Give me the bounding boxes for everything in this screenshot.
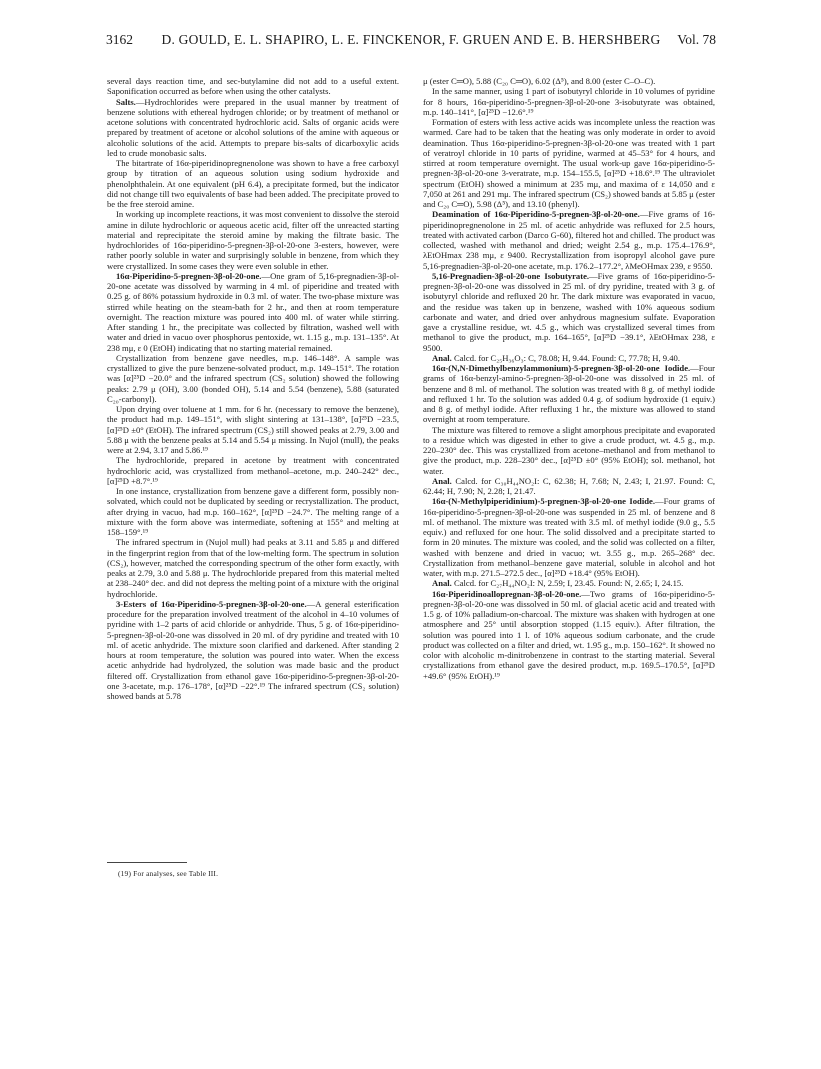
paragraph-text: —Hydrochlorides were prepared in the usual manner by treatment of benzene solutions with ethereal hydrogen chloride; or by treatment of methanol or acetone solutions with concentrated hydrochloric acid. Salts of organic acids were prepared by treatment of acetone or alcohol solutions of the amine with aqueous or alcoholic solutions of the acid. Attempts to prepare bis-salts of dicarboxylic acids led to crude monobasic salts.: [107, 96, 399, 158]
paragraph-text: —One gram of 5,16-pregnadien-3β-ol-20-one acetate was dissolved by warming in 4 ml. of piperidine and treated with 0.25 g. of 86% potassium hydroxide in 0.3 ml. of water. The two-phase mixture was stirred while heating on the steam-bath for 2 hr., and then at room temperature overnight. The reaction mixture was poured into 400 ml. of water while stirring. After standing 1 hr., the precipitate was collected by filtration, washed well with water and dried in vacuo over phosphorus pentoxide, wt. 1.15 g., m.p. 131–135°. At 238 mμ, ε 0 (EtOH) indicating that no starting material remained.: [107, 270, 399, 353]
paragraph: [107, 209, 399, 271]
paragraph-text: In one instance, crystallization from benzene gave a different form, possibly non-solvated, which could not be duplicated by seeding or recrystallization. The product, after drying in vacuo, had m.p. 160–162°, [α]²⁵D −24.7°. The melting range of a mixture with the form above was intermediate, softening at 155° and melting at 158–159°.¹⁹: [107, 486, 399, 537]
paragraph: [107, 537, 399, 599]
paragraph: [423, 425, 715, 476]
paragraph: [107, 455, 399, 486]
paragraph-text: In working up incomplete reactions, it was most convenient to dissolve the steroid amine in dilute hydrochloric or aqueous acetic acid, filter off the unreacted starting material and reprecipitate the steroid amine by making the filtrate basic. The hydrochlorides of 16α-piperidino-5-pregnen-3β-ol-20-one 3-esters, however, were rather poorly soluble in water and surprisingly soluble in benzene, from which they were crystallized. In some cases they were even soluble in ether.: [107, 209, 399, 271]
section-heading: Anal.: [432, 352, 452, 363]
paragraph-text: several days reaction time, and sec-butylamine did not add to a useful extent. Saponification occurred as before when using the other catalysts.: [107, 76, 399, 97]
paragraph-text: —Four grams of 16α-piperidino-5-pregnen-3β-ol-20-one was suspended in 25 ml. of benzene and 8 ml. of methanol. The mixture was treated with 3.5 ml. of methyl iodide (9.0 g., 5.5 equiv.) and refluxed for one hour. The solid dissolved and a precipitate started to form in 20 minutes. The mixture was cooled, and the solid was collected on a filter, washed with benzene and dried in vacuo; wt. 3.55 g., m.p. 265–268° dec. Crystallization from methanol–benzene gave material, soluble in alcohol and hot water, with m.p. 271.5–272.5 dec., [α]²⁵D +18.4° (95% EtOH).: [423, 496, 715, 578]
paragraph-text: —A general esterification procedure for the preparation involved treatment of the alcohol in 4–10 volumes of pyridine with 1–2 parts of acid chloride or anhydride. Thus, 5 g. of 16α-piperidino-5-pregnen-3β-ol-20-one was dissolved in 20 ml. of dry pyridine and treated with 10 ml. of acetic anhydride. The mixture soon clarified and darkened. After standing 2 hours at room temperature, the solution was poured into water. When the excess acetic anhydride had hydrolyzed, the solution was made basic and the product filtered off. Crystallization from ethanol gave 16α-piperidino-5-pregnen-3β-ol-20-one 3-acetate, m.p. 176–178°, [α]²⁵D −22°.¹⁹ The infrared spectrum (CS₂ solution) showed bands at 5.78: [107, 598, 399, 701]
section-heading: Anal.: [432, 475, 452, 486]
paragraph: [107, 599, 399, 702]
paragraph-text: The hydrochloride, prepared in acetone by treatment with concentrated hydrochloric acid, was crystallized from methanol–acetone, m.p. 240–242° dec., [α]²⁵D +8.7°.¹⁹: [107, 455, 399, 486]
footnote-rule: [107, 862, 187, 863]
section-heading: 3-Esters of 16α-Piperidino-5-pregnen-3β-ol-20-one.: [116, 598, 307, 609]
paragraph-text: Calcd. for C₂₇H₄₄NO₂I: N, 2.59; I, 23.45. Found: N, 2.65; I, 24.15.: [451, 578, 684, 589]
volume-label: Vol. 78: [677, 32, 716, 47]
paragraph-text: The mixture was filtered to remove a slight amorphous precipitate and evaporated to a residue which was digested in ether to give a crude product, wt. 4.5 g., m.p. 220–230° dec. This was crystallized from acetone–methanol and from methanol to give the product, m.p. 228–230° dec., [α]²⁵D ±0° (95% EtOH); sol. methanol, hot water.: [423, 424, 715, 476]
paragraph: [423, 578, 715, 588]
paragraph: [423, 589, 715, 681]
paragraph: [423, 363, 715, 425]
paragraph: [107, 76, 399, 97]
paragraph: [107, 271, 399, 353]
page-number: 3162: [106, 32, 133, 47]
footnote-19: (19) For analyses, see Table III.: [118, 869, 219, 878]
running-authors: D. GOULD, E. L. SHAPIRO, L. E. FINCKENOR, F. GRUEN AND E. B. HERSHBERG: [161, 32, 661, 47]
paragraph-text: —Four grams of 16α-benzyl-amino-5-pregnen-3β-ol-20-one was dissolved in 25 ml. of benzene and 8 ml. of methanol. The solution was treated with 8 g. of methyl iodide and refluxed 1 hr. To the solution was added 0.4 g. of sodium hydroxide (1 equiv.) and 8 g. of methyl iodide. After refluxing 1 hr., the mixture was allowed to stand overnight at room temperature.: [423, 363, 715, 425]
section-heading: 16α-(N-Methylpiperidinium)-5-pregnen-3β-ol-20-one Iodide.: [432, 496, 655, 507]
paragraph: [423, 496, 715, 578]
paragraph: [107, 353, 399, 404]
paragraph-text: —Two grams of 16α-piperidino-5-pregnen-3β-ol-20-one was dissolved in 50 ml. of glacial acetic acid and treated with 1.5 g. of 10% palladium-on-charcoal. The mixture was shaken with hydrogen at one atmosphere and 25° until absorption stopped (1.15 equiv.). After filtration, the solution was poured into 1 l. of 10% aqueous sodium carbonate, and the crude product was collected on a filter and dried, wt. 1.95 g., m.p. 150–162°. It showed no color with alcoholic m-dinitrobenzene in contrast to the starting material. Several crystallizations from ethanol gave the desired product, m.p. 169.5–170.5°, [α]²⁵D +49.6° (95% EtOH).¹⁹: [423, 588, 715, 681]
paragraph: [107, 486, 399, 537]
page-header: [106, 32, 716, 54]
paragraph-text: Calcd. for C₃₀H₄₄NO₂I: C, 62.38; H, 7.68; N, 2.43; I, 21.97. Found: C, 62.44; H, 7.90; N, 2.28; I, 21.47.: [423, 475, 715, 496]
section-heading: Anal.: [432, 578, 452, 589]
section-heading: Salts.: [116, 96, 136, 107]
section-heading: 16α-(N,N-Dimethylbenzylammonium)-5-pregnen-3β-ol-20-one Iodide.: [432, 363, 691, 373]
left-column: [107, 76, 399, 701]
section-heading: 5,16-Pregnadien-3β-ol-20-one Isobutyrate.: [432, 270, 590, 281]
paragraph: [107, 404, 399, 455]
paragraph: [423, 476, 715, 497]
section-heading: 16α-Piperidino-5-pregnen-3β-ol-20-one.: [116, 270, 262, 281]
paragraph: [423, 271, 715, 353]
paragraph-text: Crystallization from benzene gave needles, m.p. 146–148°. A sample was crystallized to give the pure benzene-solvated product, m.p. 149–151°. The rotation was [α]²⁵D −20.0° and the infrared spectrum (CS₂ solution) showed the following peaks: 2.79 μ (OH), 3.00 (bonded OH), 5.14 and 5.54 (benzene), 5.88 (saturated C₂₀-carbonyl).: [107, 352, 399, 404]
paragraph-text: Calcd. for C₂₅H₃₆O₃: C, 78.08; H, 9.44. Found: C, 77.78; H, 9.40.: [451, 352, 680, 363]
paragraph-text: The infrared spectrum in (Nujol mull) had peaks at 3.11 and 5.85 μ and differed in the fingerprint region from that of the low-melting form. The spectrum in solution (CS₂), however, matched the corresponding spectrum of the other form exactly, with peaks at 2.79, 3.0 and 5.88 μ. The hydrochloride prepared from this material melted at 238–240° dec. and did not depress the melting point of a mixture with the original hydrochloride.: [107, 537, 399, 599]
paragraph-text: The bitartrate of 16α-piperidinopregnenolone was shown to have a free carboxyl group by titration of an aqueous solution using sodium hydroxide and phenolphthalein. At one equivalent (pH 6.4), a precipitate formed, but the indicator did not change till two equivalents of base had been added. The precipitate proved to be the free steroid amine.: [107, 158, 399, 209]
paragraph: [423, 209, 715, 271]
paragraph: [423, 76, 715, 86]
paragraph: [107, 158, 399, 209]
paragraph: [423, 86, 715, 117]
section-heading: 16α-Piperidinoallopregnan-3β-ol-20-one.: [432, 588, 582, 599]
paragraph-text: μ (ester C═O), 5.88 (C₂₀ C═O), 6.02 (Δ⁵), and 8.00 (ester C–O–C).: [423, 76, 656, 86]
paragraph-text: Upon drying over toluene at 1 mm. for 6 hr. (necessary to remove the benzene), the product had m.p. 149–151°, with slight sintering at 131–138°, [α]²⁵D −23.5, [α]²⁵D ±0° (EtOH). The infrared spectrum (CS₂) still showed peaks at 2.79, 3.00 and 5.88 μ with the benzene peaks at 5.14 and 5.54 μ missing. In Nujol (mull), the peaks were at 2.94, 3.17 and 5.86.¹⁹: [107, 404, 399, 455]
right-column: [423, 76, 715, 681]
paragraph-text: —Five grams of 16α-piperidino-5-pregnen-3β-ol-20-one was dissolved in 25 ml. of dry pyridine, treated with 3 g. of isobutyryl chloride and refluxed 20 hr. The dark mixture was evaporated in vacuo, and the residue was taken up in benzene, washed with 10% aqueous sodium carbonate and water, and dried over anhydrous magnesium sulfate. Evaporation gave a crystalline residue, wt. 4.5 g., which was crystallized several times from methanol to give the product, m.p. 164–165°, [α]²⁵D −39.1°, λEtOHmax 238, ε 9500.: [423, 270, 715, 353]
paragraph: [107, 97, 399, 159]
paragraph-text: —Five grams of 16-piperidinopregnenolone in 25 ml. of acetic anhydride was refluxed for 2.5 hours, treated with activated carbon (Darco G-60), filtered hot and chilled. The product was collected, washed with methanol and dried; weight 2.54 g., m.p. 175.4–176.9°, λEtOHmax 238 mμ, ε 9400. Recrystallization from isopropyl alcohol gave pure 5,16-pregnadien-3β-ol-20-one acetate, m.p. 176.2–177.2°, λMeOHmax 239, ε 9550.: [423, 209, 715, 271]
paragraph-text: Formation of esters with less active acids was incomplete unless the reaction was warmed. Care had to be taken that the heating was only moderate in order to avoid deamination. Thus 16α-piperidino-5-pregnen-3β-ol-20-one was treated with 1 part of veratroyl chloride in 10 parts of pyridine, warmed at 45–53° for 4 hours, and stirred at room temperature overnight. The usual work-up gave 16α-piperidino-5-pregnen-3β-ol-20-one 3-veratrate, m.p. 154–155.5, [α]²⁵D +18.6°.¹⁹ The ultraviolet spectrum (EtOH) showed a minimum at 235 mμ, and maxima of ε 14,050 and ε 7,050 at 261 and 291 mμ. The infrared spectrum (CS₂) showed bands at 5.85 μ (ester and C₂₀ C═O), 5.98 (Δ⁵), and 13.10 (phenyl).: [423, 117, 715, 209]
paragraph: [423, 117, 715, 209]
paragraph-text: In the same manner, using 1 part of isobutyryl chloride in 10 volumes of pyridine for 8 hours, 16α-piperidino-5-pregnen-3β-ol-20-one 3-isobutyrate was obtained, m.p. 140–141°, [α]²⁵D −12.6°.¹⁹: [423, 86, 715, 117]
section-heading: Deamination of 16α-Piperidino-5-pregnen-3β-ol-20-one.: [432, 209, 640, 220]
paragraph: [423, 353, 715, 363]
